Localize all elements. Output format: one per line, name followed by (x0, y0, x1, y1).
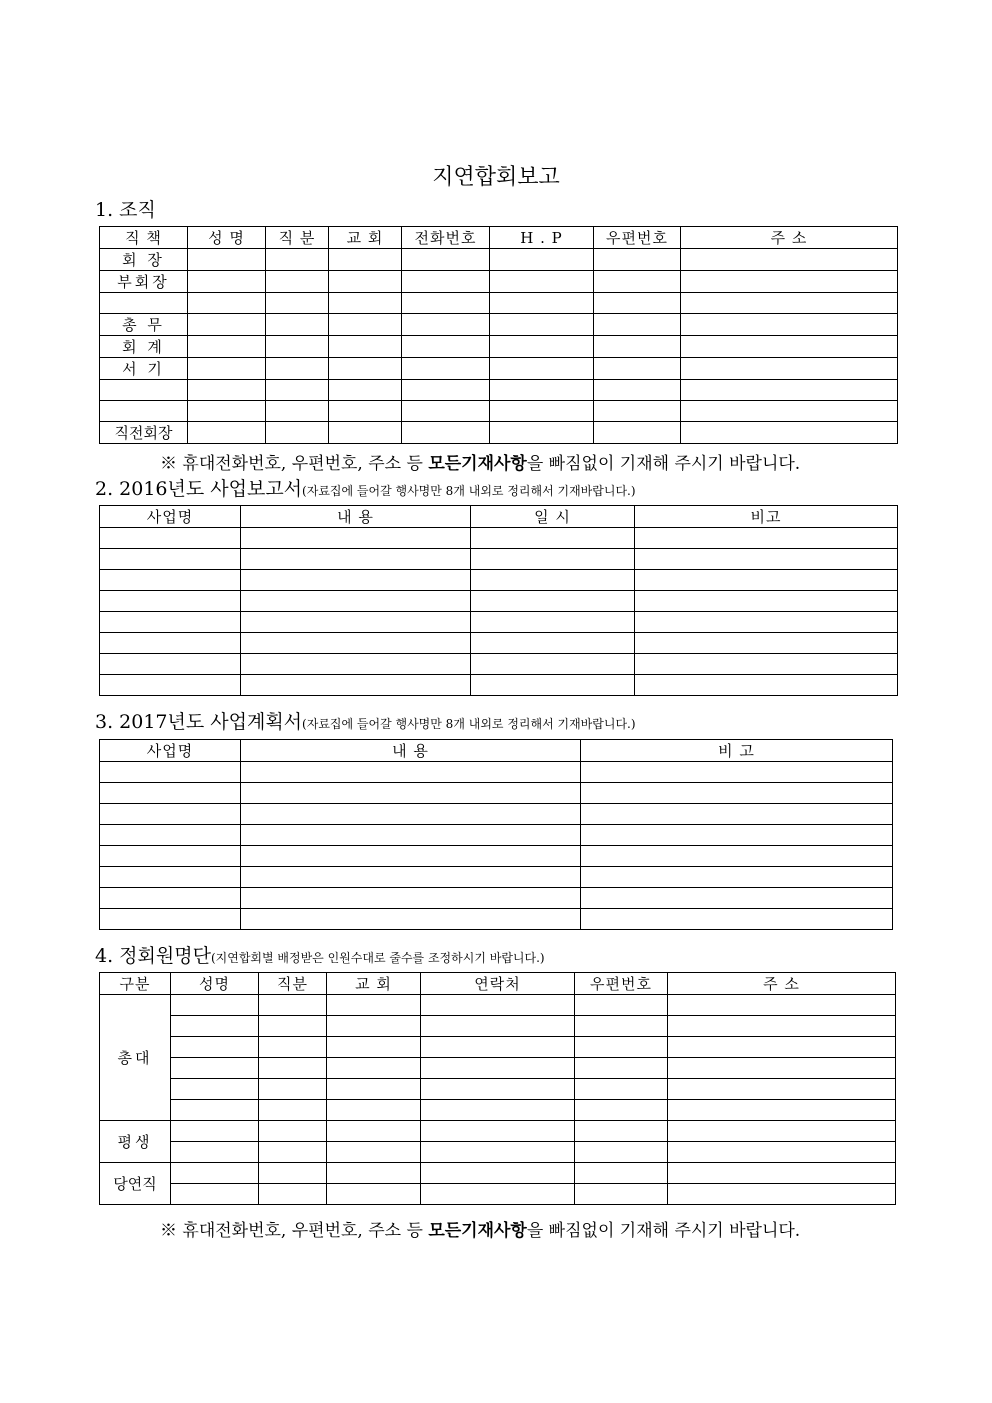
table-cell[interactable] (471, 570, 635, 591)
table-cell[interactable] (188, 249, 266, 271)
table-row (100, 909, 893, 930)
table-cell[interactable] (327, 1121, 421, 1142)
table-cell[interactable] (241, 804, 581, 825)
table-cell[interactable] (635, 570, 898, 591)
table-cell[interactable] (681, 401, 898, 422)
table-cell[interactable] (421, 1163, 575, 1184)
note-text: ※ 휴대전화번호, 우편번호, 주소 등 (160, 454, 429, 474)
col-remarks: 비고 (635, 506, 898, 528)
table-row (100, 1100, 896, 1121)
table-cell[interactable] (575, 1163, 668, 1184)
page-title: 지연합회보고 (432, 165, 560, 190)
table-cell[interactable] (327, 1016, 421, 1037)
table-cell[interactable] (100, 888, 241, 909)
table-row (100, 888, 893, 909)
roster-header-row (100, 973, 896, 995)
table-cell[interactable] (329, 336, 402, 358)
table-cell[interactable] (581, 783, 893, 804)
table-cell[interactable] (490, 422, 594, 444)
table-cell[interactable] (668, 1184, 896, 1205)
table-cell[interactable] (668, 1163, 896, 1184)
organization-table (99, 226, 898, 444)
table-cell[interactable] (681, 271, 898, 293)
table-cell[interactable] (241, 888, 581, 909)
table-cell[interactable] (100, 591, 241, 612)
col-date: 일 시 (471, 506, 635, 528)
table-cell[interactable] (171, 1100, 259, 1121)
table-cell[interactable] (241, 825, 581, 846)
section2-title: 2. 2016년도 사업보고서 (95, 478, 303, 500)
table-cell[interactable] (329, 358, 402, 380)
table-cell[interactable] (100, 783, 241, 804)
table-cell[interactable] (668, 1142, 896, 1163)
table-cell[interactable] (681, 249, 898, 271)
table-cell[interactable] (402, 249, 490, 271)
table-cell[interactable] (171, 1037, 259, 1058)
table-cell[interactable] (490, 336, 594, 358)
row-label: 회 계 (100, 336, 188, 358)
table-cell[interactable] (668, 995, 896, 1016)
table-cell[interactable] (266, 422, 329, 444)
table-cell[interactable] (402, 271, 490, 293)
organization-header-row (100, 227, 898, 249)
table-row (100, 358, 898, 380)
table-cell[interactable] (100, 762, 241, 783)
table-cell[interactable] (259, 1058, 327, 1079)
table-row (100, 271, 898, 293)
table-cell[interactable] (241, 549, 471, 570)
table-cell[interactable] (241, 612, 471, 633)
table-cell[interactable] (329, 380, 402, 401)
table-cell[interactable] (188, 336, 266, 358)
business-plan-table (99, 739, 893, 930)
table-cell[interactable] (188, 271, 266, 293)
table-row (100, 249, 898, 271)
table-cell[interactable] (575, 1121, 668, 1142)
table-row (100, 783, 893, 804)
table-row (100, 804, 893, 825)
row-label: 직전회장 (100, 422, 188, 444)
report-header-row (100, 506, 898, 528)
table-cell[interactable] (635, 612, 898, 633)
group-label-ex-officio: 당연직 (100, 1163, 171, 1205)
table-cell[interactable] (100, 633, 241, 654)
table-cell[interactable] (100, 612, 241, 633)
table-cell[interactable] (668, 1100, 896, 1121)
table-cell[interactable] (100, 654, 241, 675)
table-cell[interactable] (329, 293, 402, 314)
table-row (100, 1163, 896, 1184)
table-row (100, 1037, 896, 1058)
table-cell[interactable] (575, 1142, 668, 1163)
table-cell[interactable] (471, 612, 635, 633)
table-cell[interactable] (471, 654, 635, 675)
table-cell[interactable] (171, 1058, 259, 1079)
table-cell[interactable] (681, 380, 898, 401)
table-cell[interactable] (329, 401, 402, 422)
table-cell[interactable] (171, 995, 259, 1016)
table-cell[interactable] (402, 422, 490, 444)
table-cell[interactable] (575, 1079, 668, 1100)
table-cell[interactable] (421, 1079, 575, 1100)
table-cell[interactable] (668, 1016, 896, 1037)
table-cell[interactable] (490, 314, 594, 336)
table-cell[interactable] (421, 1142, 575, 1163)
table-row (100, 1142, 896, 1163)
table-cell[interactable] (490, 401, 594, 422)
table-row (100, 314, 898, 336)
table-cell[interactable] (594, 358, 681, 380)
table-cell[interactable] (575, 1100, 668, 1121)
col-church: 교 회 (327, 973, 421, 995)
table-cell[interactable] (402, 401, 490, 422)
table-cell[interactable] (241, 867, 581, 888)
table-cell[interactable] (100, 867, 241, 888)
table-cell[interactable] (635, 675, 898, 696)
table-row (100, 1079, 896, 1100)
table-cell[interactable] (421, 1184, 575, 1205)
col-contact: 연락처 (421, 973, 575, 995)
table-row (100, 654, 898, 675)
col-hp: H . P (490, 227, 594, 249)
table-cell[interactable] (171, 1121, 259, 1142)
table-cell[interactable] (402, 293, 490, 314)
group-label-delegates: 총대 (100, 995, 171, 1121)
table-cell[interactable] (188, 358, 266, 380)
table-cell[interactable] (188, 422, 266, 444)
plan-header-row (100, 740, 893, 762)
note-text: 을 빠짐없이 기재해 주시기 바랍니다. (526, 1221, 801, 1241)
table-cell[interactable] (241, 675, 471, 696)
table-cell[interactable] (581, 888, 893, 909)
note-text: ※ 휴대전화번호, 우편번호, 주소 등 (160, 1221, 429, 1241)
table-cell[interactable] (681, 314, 898, 336)
table-cell[interactable] (581, 804, 893, 825)
table-cell[interactable] (171, 1163, 259, 1184)
table-cell[interactable] (241, 909, 581, 930)
table-row (100, 867, 893, 888)
table-cell[interactable] (100, 570, 241, 591)
table-cell[interactable] (241, 528, 471, 549)
table-cell[interactable] (329, 422, 402, 444)
section3-heading (95, 707, 636, 734)
table-cell[interactable] (327, 1100, 421, 1121)
table-row (100, 846, 893, 867)
table-cell[interactable] (188, 401, 266, 422)
table-cell[interactable] (594, 271, 681, 293)
table-cell[interactable] (327, 1163, 421, 1184)
table-row (100, 612, 898, 633)
table-cell[interactable] (575, 1184, 668, 1205)
table-cell[interactable] (575, 1058, 668, 1079)
col-category: 구분 (100, 973, 171, 995)
table-row (100, 380, 898, 401)
table-cell[interactable] (266, 314, 329, 336)
table-cell[interactable] (100, 528, 241, 549)
table-cell[interactable] (188, 380, 266, 401)
table-cell[interactable] (259, 1016, 327, 1037)
row-label (100, 293, 188, 314)
table-cell[interactable] (594, 401, 681, 422)
table-cell[interactable] (241, 762, 581, 783)
col-church: 교 회 (329, 227, 402, 249)
table-cell[interactable] (241, 654, 471, 675)
table-cell[interactable] (421, 1058, 575, 1079)
row-label: 부회장 (100, 271, 188, 293)
table-cell[interactable] (327, 1058, 421, 1079)
col-postal: 우편번호 (575, 973, 668, 995)
table-cell[interactable] (471, 675, 635, 696)
table-row (100, 570, 898, 591)
table-cell[interactable] (490, 271, 594, 293)
table-cell[interactable] (327, 1142, 421, 1163)
table-row (100, 528, 898, 549)
col-address: 주 소 (681, 227, 898, 249)
table-cell[interactable] (171, 1016, 259, 1037)
table-cell[interactable] (581, 762, 893, 783)
table-cell[interactable] (402, 358, 490, 380)
section2-subnote: (자료집에 들어갈 행사명만 8개 내외로 정리해서 기재바랍니다.) (302, 484, 636, 498)
table-cell[interactable] (171, 1142, 259, 1163)
table-cell[interactable] (471, 633, 635, 654)
col-project: 사업명 (100, 506, 241, 528)
section3-title: 3. 2017년도 사업계획서 (95, 711, 303, 733)
table-cell[interactable] (681, 293, 898, 314)
table-row (100, 995, 896, 1016)
section4-heading (95, 941, 545, 968)
table-cell[interactable] (241, 570, 471, 591)
table-cell[interactable] (241, 591, 471, 612)
group-label-lifetime: 평생 (100, 1121, 171, 1163)
col-title: 직분 (259, 973, 327, 995)
section1-heading: 1. 조직 (95, 199, 156, 221)
col-content: 내 용 (241, 506, 471, 528)
table-cell[interactable] (490, 358, 594, 380)
table-cell[interactable] (635, 633, 898, 654)
row-label (100, 401, 188, 422)
table-cell[interactable] (266, 271, 329, 293)
table-cell[interactable] (402, 336, 490, 358)
table-cell[interactable] (402, 314, 490, 336)
table-row (100, 1016, 896, 1037)
table-row (100, 825, 893, 846)
table-cell[interactable] (259, 1121, 327, 1142)
table-cell[interactable] (594, 422, 681, 444)
table-cell[interactable] (327, 1037, 421, 1058)
table-cell[interactable] (266, 401, 329, 422)
table-cell[interactable] (581, 846, 893, 867)
table-cell[interactable] (681, 358, 898, 380)
table-cell[interactable] (259, 1184, 327, 1205)
table-cell[interactable] (490, 380, 594, 401)
table-cell[interactable] (421, 1037, 575, 1058)
table-row (100, 591, 898, 612)
table-cell[interactable] (329, 249, 402, 271)
member-roster-table (99, 972, 896, 1205)
col-name: 성명 (171, 973, 259, 995)
table-cell[interactable] (402, 380, 490, 401)
table-cell[interactable] (575, 1037, 668, 1058)
table-cell[interactable] (259, 1037, 327, 1058)
table-cell[interactable] (668, 1058, 896, 1079)
table-cell[interactable] (575, 995, 668, 1016)
table-cell[interactable] (594, 336, 681, 358)
table-cell[interactable] (327, 1184, 421, 1205)
note-emphasis: 모든기재사항 (428, 454, 527, 474)
table-row (100, 336, 898, 358)
table-cell[interactable] (329, 271, 402, 293)
col-content: 내 용 (241, 740, 581, 762)
table-cell[interactable] (188, 314, 266, 336)
table-row (100, 633, 898, 654)
table-cell[interactable] (668, 1079, 896, 1100)
table-cell[interactable] (490, 249, 594, 271)
table-cell[interactable] (421, 995, 575, 1016)
section2-heading (95, 474, 636, 501)
table-cell[interactable] (471, 591, 635, 612)
table-cell[interactable] (581, 909, 893, 930)
table-cell[interactable] (635, 528, 898, 549)
table-cell[interactable] (635, 549, 898, 570)
table-cell[interactable] (635, 591, 898, 612)
table-cell[interactable] (100, 549, 241, 570)
table-cell[interactable] (668, 1037, 896, 1058)
col-title: 직 분 (266, 227, 329, 249)
row-label: 총 무 (100, 314, 188, 336)
table-row (100, 1058, 896, 1079)
table-cell[interactable] (594, 380, 681, 401)
table-cell[interactable] (100, 825, 241, 846)
table-cell[interactable] (421, 1100, 575, 1121)
col-position: 직 책 (100, 227, 188, 249)
table-cell[interactable] (241, 783, 581, 804)
col-phone: 전화번호 (402, 227, 490, 249)
table-cell[interactable] (575, 1016, 668, 1037)
row-label (100, 380, 188, 401)
table-row (100, 401, 898, 422)
table-cell[interactable] (100, 675, 241, 696)
table-cell[interactable] (266, 380, 329, 401)
table-cell[interactable] (327, 1079, 421, 1100)
row-label: 서 기 (100, 358, 188, 380)
section4-note (160, 1216, 800, 1241)
table-cell[interactable] (681, 336, 898, 358)
section4-subnote: (지연합회별 배정받은 인원수대로 줄수를 조정하시기 바랍니다.) (210, 951, 545, 965)
table-cell[interactable] (188, 293, 266, 314)
table-cell[interactable] (581, 825, 893, 846)
table-cell[interactable] (241, 846, 581, 867)
table-row (100, 549, 898, 570)
table-cell[interactable] (259, 1100, 327, 1121)
section3-subnote: (자료집에 들어갈 행사명만 8개 내외로 정리해서 기재바랍니다.) (302, 717, 636, 731)
table-cell[interactable] (594, 293, 681, 314)
table-cell[interactable] (100, 846, 241, 867)
table-cell[interactable] (594, 249, 681, 271)
table-cell[interactable] (100, 804, 241, 825)
col-name: 성 명 (188, 227, 266, 249)
table-cell[interactable] (594, 314, 681, 336)
table-row (100, 1184, 896, 1205)
table-cell[interactable] (668, 1121, 896, 1142)
table-cell[interactable] (241, 633, 471, 654)
table-cell[interactable] (266, 249, 329, 271)
section4-title: 4. 정회원명단 (95, 945, 211, 967)
table-cell[interactable] (421, 1016, 575, 1037)
section1-note (160, 449, 800, 474)
table-cell[interactable] (259, 1163, 327, 1184)
table-cell[interactable] (471, 528, 635, 549)
business-report-table (99, 505, 898, 696)
table-cell[interactable] (327, 995, 421, 1016)
table-row (100, 422, 898, 444)
table-row (100, 675, 898, 696)
table-cell[interactable] (681, 422, 898, 444)
col-project: 사업명 (100, 740, 241, 762)
table-cell[interactable] (490, 293, 594, 314)
table-cell[interactable] (266, 358, 329, 380)
col-remarks: 비 고 (581, 740, 893, 762)
table-cell[interactable] (421, 1121, 575, 1142)
col-address: 주 소 (668, 973, 896, 995)
table-cell[interactable] (581, 867, 893, 888)
table-cell[interactable] (329, 314, 402, 336)
table-row (100, 762, 893, 783)
col-postal: 우편번호 (594, 227, 681, 249)
table-row (100, 1121, 896, 1142)
table-cell[interactable] (471, 549, 635, 570)
table-row (100, 293, 898, 314)
table-cell[interactable] (259, 995, 327, 1016)
note-text: 을 빠짐없이 기재해 주시기 바랍니다. (526, 454, 801, 474)
table-cell[interactable] (259, 1079, 327, 1100)
row-label: 회 장 (100, 249, 188, 271)
table-cell[interactable] (635, 654, 898, 675)
note-emphasis: 모든기재사항 (428, 1221, 527, 1241)
table-cell[interactable] (171, 1184, 259, 1205)
table-cell[interactable] (171, 1079, 259, 1100)
table-cell[interactable] (266, 336, 329, 358)
table-cell[interactable] (259, 1142, 327, 1163)
table-cell[interactable] (266, 293, 329, 314)
table-cell[interactable] (100, 909, 241, 930)
